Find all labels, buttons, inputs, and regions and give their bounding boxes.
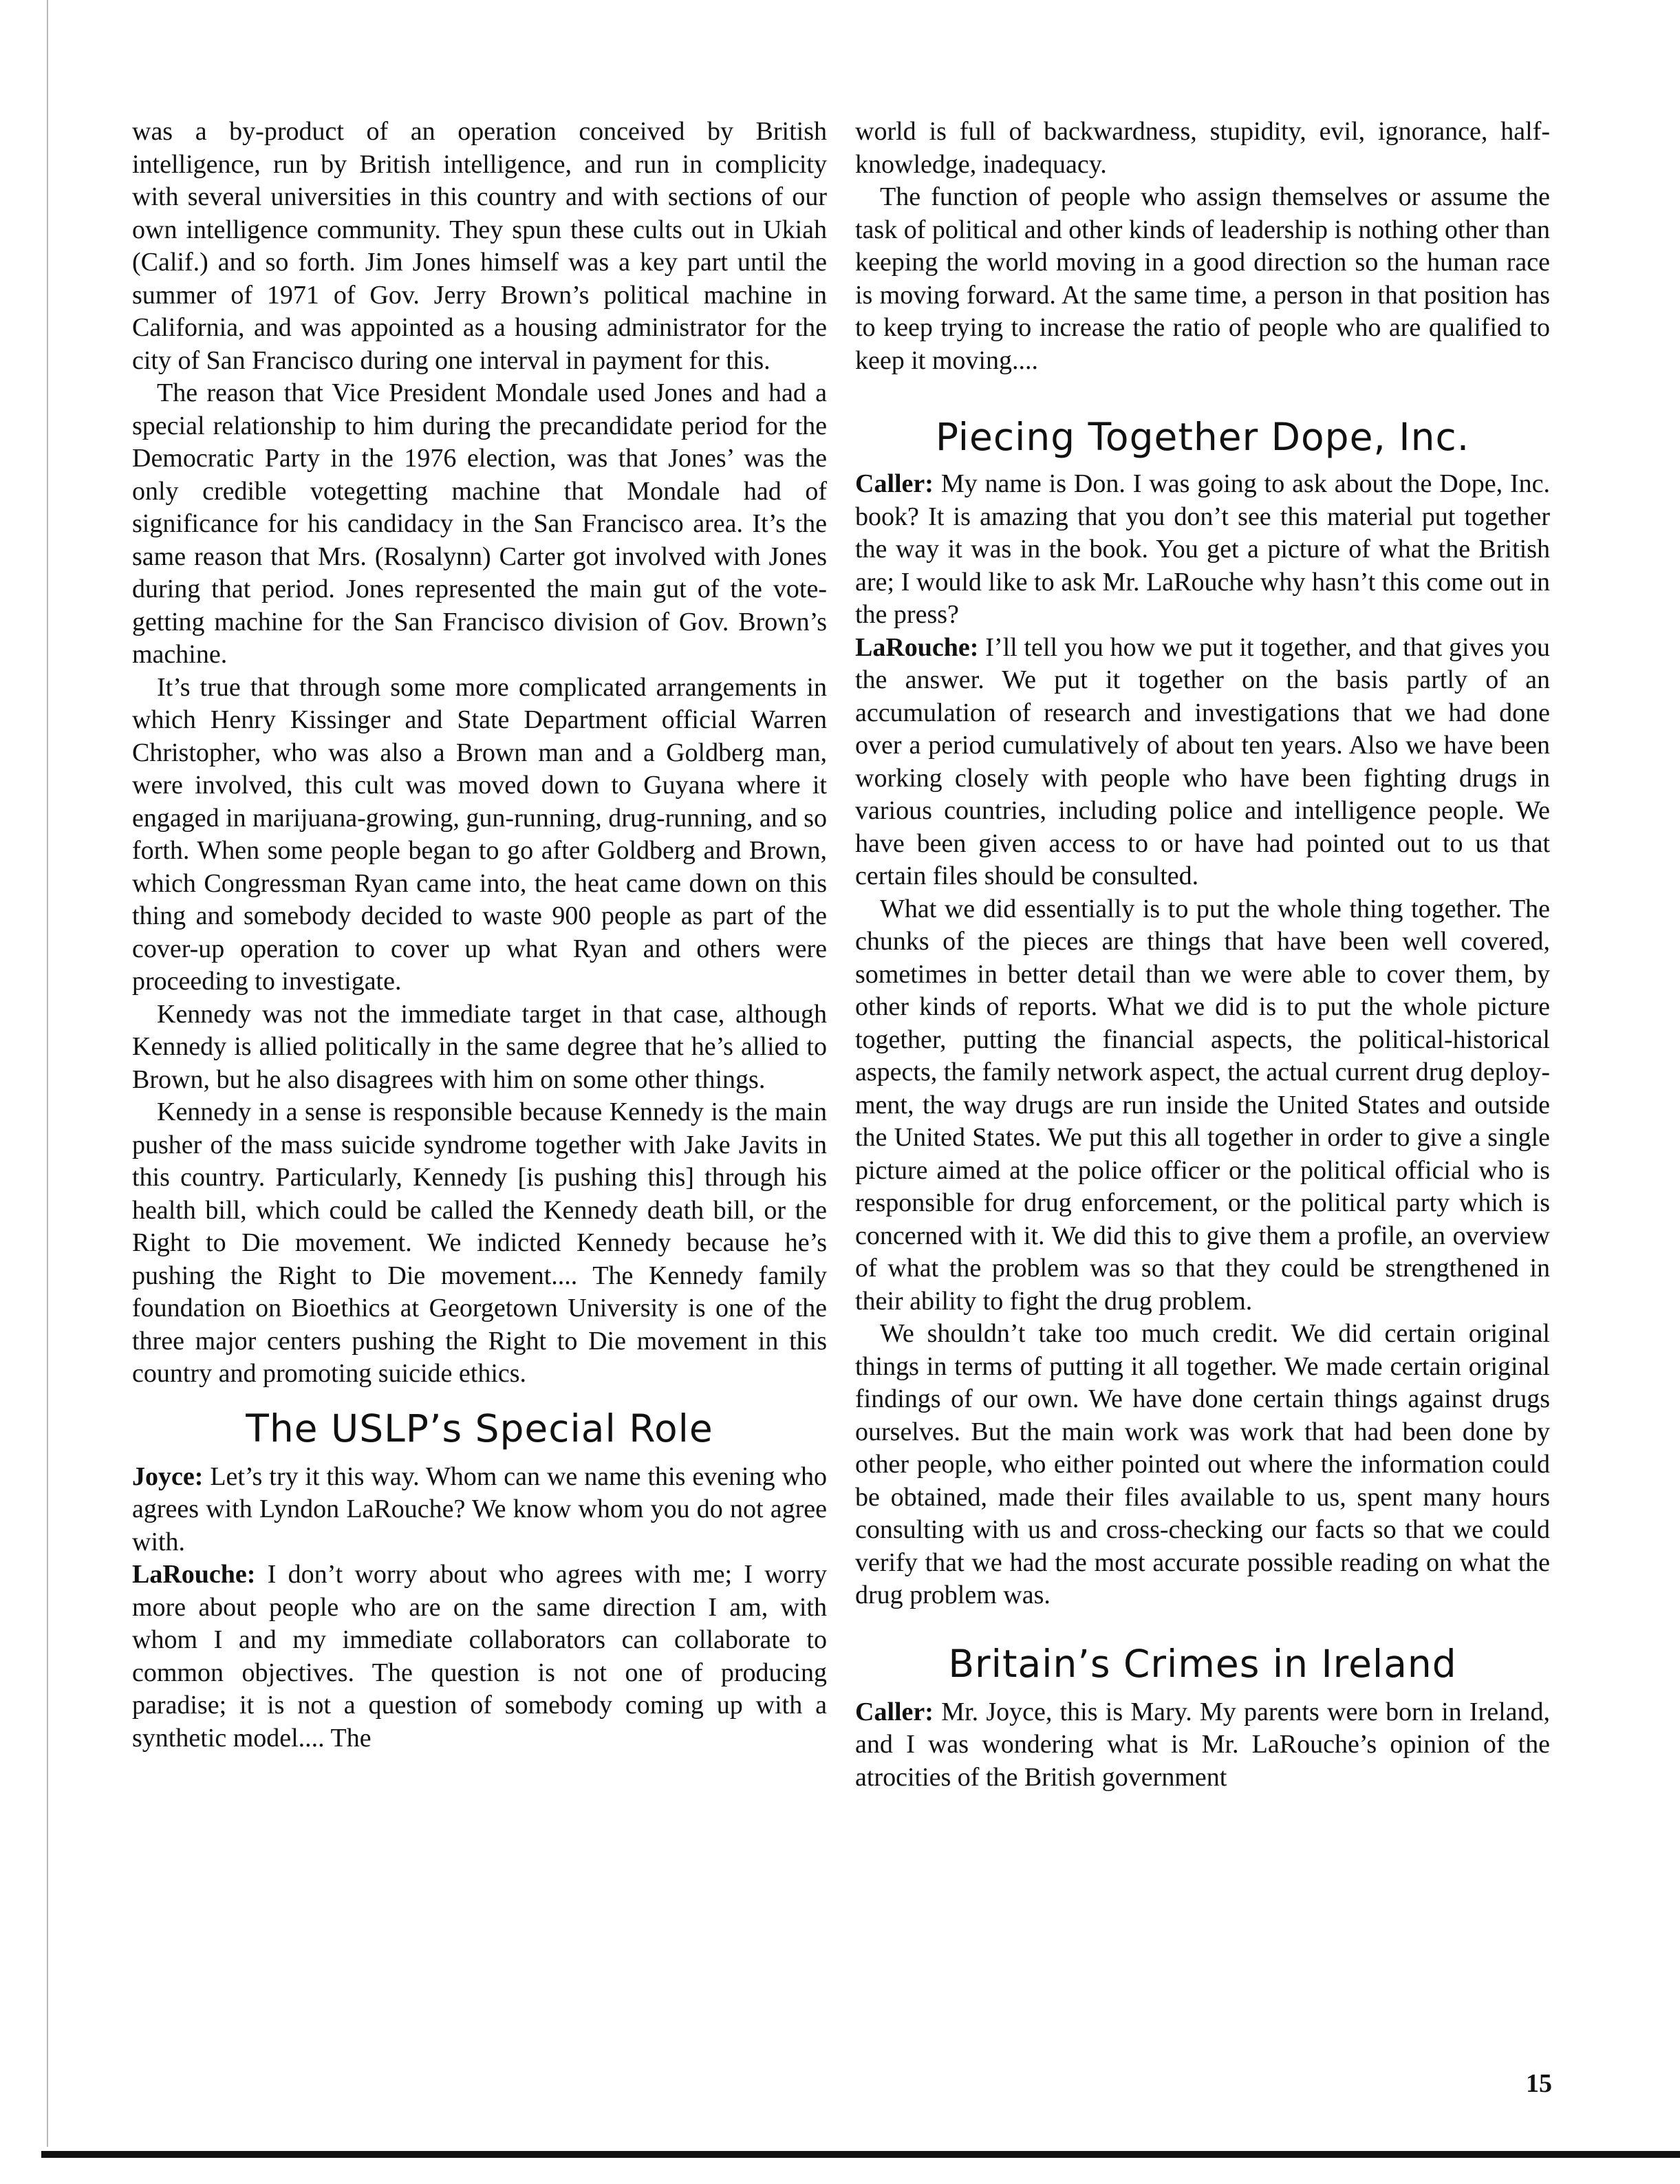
caller-paragraph bbox=[855, 468, 1550, 632]
speaker-label: Caller: bbox=[855, 1697, 934, 1726]
speech-text: Mr. Joyce, this is Mary. My parents were born in Ireland, and I was wondering what is Mr. LaRouche’s opinion of the atrocities of the British government bbox=[855, 1697, 1550, 1792]
right-column bbox=[855, 116, 1550, 1794]
paragraph: Kennedy was not the immediate target in that case, although Kennedy is allied politically in the same degree that he’s allied to Brown, but he also disagrees with him on some other things. bbox=[132, 999, 827, 1094]
speech-text: My name is Don. I was going to ask about the Dope, Inc. book? It is amazing that you don’t see this material put together the way it was in the book. You get a picture of what the British are; I would like to ask Mr. LaRouche why hasn’t this come out in the press? bbox=[855, 469, 1550, 629]
paragraph: The function of people who assign themselves or assume the task of political and other kinds of leadership is nothing other than keeping the world moving in a good direction so the human race is moving forward. At the same time, a person in that position has to keep trying to increase the ratio of people who are qualified to keep it moving.... bbox=[855, 182, 1550, 375]
answer-paragraph bbox=[855, 632, 1550, 893]
speech-text: I’ll tell you how we put it together, and that gives you the answer. We put it together on the basis partly of an accumulation of research and investigations that we had done over a period cumulatively of about ten years. Also we have been working closely with people who have been fighting drugs in various countries, including police and intelligence people. We have been given access to or have had pointed out to us that certain files should be consulted. bbox=[855, 632, 1550, 890]
speaker-label: LaRouche: bbox=[855, 632, 979, 662]
section-heading: Piecing Together Dope, Inc. bbox=[935, 415, 1470, 459]
section-heading: Britain’s Crimes in Ireland bbox=[948, 1641, 1457, 1686]
speaker-label: Joyce: bbox=[132, 1462, 204, 1491]
paragraph: Kennedy in a sense is responsible because Kennedy is the main pusher of the mass suicide syndrome together with Jake Javits in this country. Particularly, Kennedy [is pushing this] through his health bill, which could be called the Kennedy death bill, or the Right to Die movement. We indicted Kennedy because he’s pushing the Right to Die movement.... The Kennedy family foundation on Bioethics at Georgetown University is one of the three major centers pushing the Right to Die movement in this country and promoting suicide ethics. bbox=[132, 1098, 827, 1388]
question-paragraph bbox=[132, 1461, 827, 1559]
page-number: 15 bbox=[1526, 2069, 1552, 2098]
speaker-label: LaRouche: bbox=[132, 1560, 256, 1589]
paragraph: It’s true that through some more complicated arrangements in which Henry Kissinger and State Department official Warren Christopher, who was also a Brown man and a Goldberg man, were involved, this cult was moved down to Guyana where it engaged in marijuana-growing, gun-running, drug-running, and so forth. When some people began to go after Goldberg and Brown, which Congressman Ryan came into, the heat came down on this thing and somebody decided to waste 900 people as part of the cover-up operation to cover up what Ryan and others were proceeding to investigate. bbox=[132, 672, 827, 996]
speech-text: Let’s try it this way. Whom can we name this evening who agrees with Lyndon LaRouche? We know whom you do not agree with. bbox=[132, 1462, 827, 1556]
bottom-rule bbox=[41, 2151, 1680, 2158]
speaker-label: Caller: bbox=[855, 469, 934, 498]
speech-text: I don’t worry about who agrees with me; I worry more about people who are on the same direction I am, with whom I and my immediate collaborators can collaborate to common objectives. The question is not one of producing paradise; it is not a question of somebody coming up with a synthetic model.... The bbox=[132, 1560, 827, 1753]
binding-edge-line bbox=[47, 0, 48, 2147]
left-column bbox=[132, 116, 827, 1755]
caller-paragraph bbox=[855, 1696, 1550, 1795]
paragraph: world is full of backwardness, stupidity, evil, ignorance, half-knowledge, inadequacy. bbox=[855, 117, 1550, 179]
paragraph: What we did essentially is to put the whole thing together. The chunks of the pieces are things that have been well covered, sometimes in better detail than we were able to cover them, by other kinds of reports. What we did is to put the whole picture together, putting the financial aspects, the political-historical aspects, the family network aspect, the actual current drug deployment, the way drugs are run inside the United States and outside the United States. We put this all together in order to give a single picture aimed at the police officer or the political official who is responsible for drug enforcement, or the political party which is concerned with it. We did this to give them a profile, an overview of what the problem was so that they could be strengthened in their ability to fight the drug problem. bbox=[855, 894, 1550, 1316]
paragraph: We shouldn’t take too much credit. We did certain original things in terms of putting it all together. We made certain original findings of our own. We have done certain things against drugs ourselves. But the main work was work that had been done by other people, who either pointed out where the information could be obtained, made their files available to us, spent many hours consulting with us and cross-checking our facts so that we could verify that we had the most accurate possible reading on what the drug problem was. bbox=[855, 1319, 1550, 1609]
section-heading: The USLP’s Special Role bbox=[246, 1406, 713, 1450]
paragraph: The reason that Vice President Mondale used Jones and had a special relationship to him during the precandidate period for the Democratic Party in the 1976 election, was that Jones’ was the only credible votegetting machine that Mondale had of significance for his candidacy in the San Francisco area. It’s the same reason that Mrs. (Rosalynn) Carter got involved with Jones during that period. Jones represented the main gut of the vote-getting machine for the San Francisco division of Gov. Brown’s machine. bbox=[132, 378, 827, 669]
answer-paragraph bbox=[132, 1559, 827, 1755]
paragraph: was a by-product of an operation conceived by British intelligence, run by British intelligence, and run in complicity with several universities in this country and with sections of our own intelligence community. They spun these cults out in Ukiah (Calif.) and so forth. Jim Jones himself was a key part until the summer of 1971 of Gov. Jerry Brown’s political machine in California, and was appointed as a housing administrator for the city of San Francisco during one interval in payment for this. bbox=[132, 117, 827, 375]
